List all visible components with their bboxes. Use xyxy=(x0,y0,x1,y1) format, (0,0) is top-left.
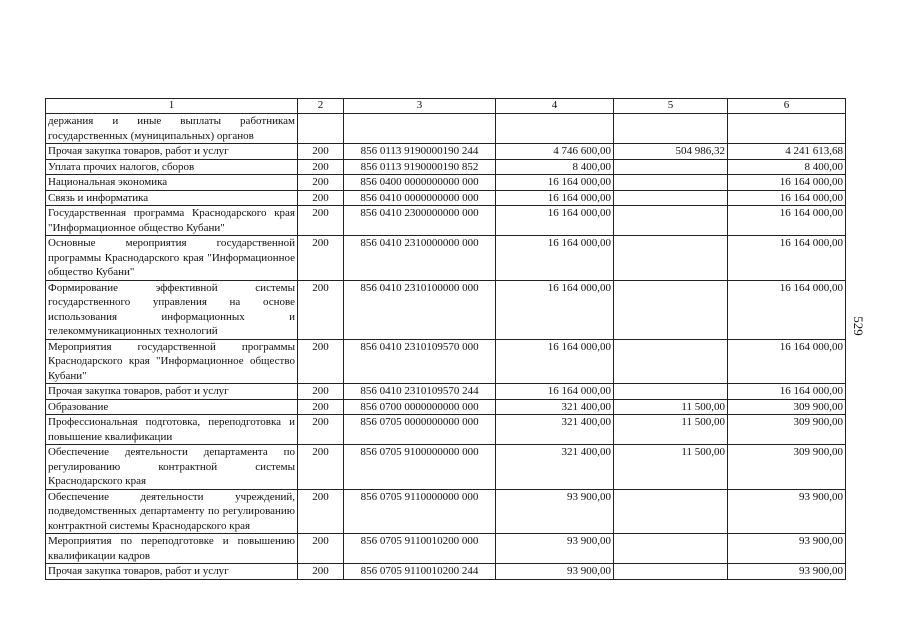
row-total-cell: 16 164 000,00 xyxy=(496,236,614,281)
row-name-cell: Формирование эффективной системы государственного управления на основе использования информационных и телекоммуникационных технологий xyxy=(46,280,298,339)
row-code-cell: 200 xyxy=(298,190,344,206)
row-code-cell: 200 xyxy=(298,339,344,384)
row-col5-cell xyxy=(614,206,728,236)
row-col5-cell xyxy=(614,489,728,534)
row-classification-cell: 856 0705 9110010200 000 xyxy=(344,534,496,564)
row-name-cell: Связь и информатика xyxy=(46,190,298,206)
row-name-cell: Прочая закупка товаров, работ и услуг xyxy=(46,564,298,580)
row-col6-cell: 16 164 000,00 xyxy=(728,384,846,400)
header-row xyxy=(46,99,846,114)
row-total-cell: 16 164 000,00 xyxy=(496,384,614,400)
row-col5-cell xyxy=(614,236,728,281)
table-row xyxy=(46,399,846,415)
table-row xyxy=(46,190,846,206)
table-row xyxy=(46,206,846,236)
budget-table xyxy=(45,98,846,580)
row-col5-cell xyxy=(614,175,728,191)
row-col6-cell: 16 164 000,00 xyxy=(728,236,846,281)
row-code-cell: 200 xyxy=(298,236,344,281)
column-header: 2 xyxy=(298,99,344,114)
table-row xyxy=(46,534,846,564)
column-header: 5 xyxy=(614,99,728,114)
row-name-cell: Мероприятия по переподготовке и повышению квалификации кадров xyxy=(46,534,298,564)
row-code-cell: 200 xyxy=(298,489,344,534)
row-total-cell: 16 164 000,00 xyxy=(496,280,614,339)
row-col6-cell: 8 400,00 xyxy=(728,159,846,175)
row-col6-cell: 309 900,00 xyxy=(728,415,846,445)
row-classification-cell: 856 0410 2310000000 000 xyxy=(344,236,496,281)
row-name-cell: Образование xyxy=(46,399,298,415)
row-classification-cell: 856 0113 9190000190 244 xyxy=(344,144,496,160)
row-name-cell: Прочая закупка товаров, работ и услуг xyxy=(46,144,298,160)
row-code-cell: 200 xyxy=(298,144,344,160)
page-number: 529 xyxy=(850,316,866,336)
table-row xyxy=(46,384,846,400)
row-col5-cell: 504 986,32 xyxy=(614,144,728,160)
row-classification-cell: 856 0705 9110000000 000 xyxy=(344,489,496,534)
row-col6-cell: 93 900,00 xyxy=(728,489,846,534)
row-col6-cell: 309 900,00 xyxy=(728,399,846,415)
row-col5-cell xyxy=(614,159,728,175)
row-total-cell: 93 900,00 xyxy=(496,534,614,564)
column-header: 4 xyxy=(496,99,614,114)
table-row xyxy=(46,564,846,580)
row-name-cell: Основные мероприятия государственной программы Краснодарского края "Информационное общество Кубани" xyxy=(46,236,298,281)
row-total-cell: 16 164 000,00 xyxy=(496,175,614,191)
row-total-cell: 321 400,00 xyxy=(496,399,614,415)
row-col6-cell: 16 164 000,00 xyxy=(728,206,846,236)
row-classification-cell: 856 0410 2310100000 000 xyxy=(344,280,496,339)
row-col6-cell: 16 164 000,00 xyxy=(728,175,846,191)
row-col6-cell: 16 164 000,00 xyxy=(728,339,846,384)
row-total-cell: 321 400,00 xyxy=(496,445,614,490)
column-header: 1 xyxy=(46,99,298,114)
row-name-cell: Мероприятия государственной программы Краснодарского края "Информационное общество Кубани" xyxy=(46,339,298,384)
row-col5-cell xyxy=(614,534,728,564)
row-name-cell: Уплата прочих налогов, сборов xyxy=(46,159,298,175)
table-row xyxy=(46,415,846,445)
row-code-cell: 200 xyxy=(298,159,344,175)
row-col6-cell xyxy=(728,114,846,144)
row-code-cell: 200 xyxy=(298,384,344,400)
row-classification-cell: 856 0410 0000000000 000 xyxy=(344,190,496,206)
row-col6-cell: 93 900,00 xyxy=(728,534,846,564)
row-name-cell: Прочая закупка товаров, работ и услуг xyxy=(46,384,298,400)
row-code-cell xyxy=(298,114,344,144)
table-row xyxy=(46,280,846,339)
row-name-cell: Государственная программа Краснодарского края "Информационное общество Кубани" xyxy=(46,206,298,236)
row-col5-cell xyxy=(614,564,728,580)
table-row xyxy=(46,445,846,490)
row-classification-cell: 856 0700 0000000000 000 xyxy=(344,399,496,415)
row-total-cell: 8 400,00 xyxy=(496,159,614,175)
row-code-cell: 200 xyxy=(298,399,344,415)
table-row xyxy=(46,144,846,160)
row-total-cell: 321 400,00 xyxy=(496,415,614,445)
row-code-cell: 200 xyxy=(298,445,344,490)
row-classification-cell: 856 0410 2310109570 244 xyxy=(344,384,496,400)
row-col5-cell: 11 500,00 xyxy=(614,415,728,445)
row-code-cell: 200 xyxy=(298,564,344,580)
row-col6-cell: 93 900,00 xyxy=(728,564,846,580)
row-name-cell: Профессиональная подготовка, переподготовка и повышение квалификации xyxy=(46,415,298,445)
row-col6-cell: 16 164 000,00 xyxy=(728,190,846,206)
row-col5-cell: 11 500,00 xyxy=(614,399,728,415)
row-col6-cell: 16 164 000,00 xyxy=(728,280,846,339)
table-row xyxy=(46,159,846,175)
row-code-cell: 200 xyxy=(298,415,344,445)
row-col5-cell xyxy=(614,384,728,400)
row-code-cell: 200 xyxy=(298,534,344,564)
row-classification-cell: 856 0113 9190000190 852 xyxy=(344,159,496,175)
row-total-cell: 93 900,00 xyxy=(496,564,614,580)
row-classification-cell xyxy=(344,114,496,144)
row-classification-cell: 856 0410 2300000000 000 xyxy=(344,206,496,236)
row-total-cell: 16 164 000,00 xyxy=(496,206,614,236)
row-col5-cell xyxy=(614,114,728,144)
column-header: 6 xyxy=(728,99,846,114)
table-row xyxy=(46,339,846,384)
table-row xyxy=(46,175,846,191)
row-col5-cell: 11 500,00 xyxy=(614,445,728,490)
row-classification-cell: 856 0705 9110010200 244 xyxy=(344,564,496,580)
row-total-cell: 93 900,00 xyxy=(496,489,614,534)
row-total-cell xyxy=(496,114,614,144)
row-total-cell: 16 164 000,00 xyxy=(496,190,614,206)
row-code-cell: 200 xyxy=(298,175,344,191)
row-name-cell: Национальная экономика xyxy=(46,175,298,191)
row-name-cell: Обеспечение деятельности учреждений, подведомственных департаменту по регулированию контрактной системы Краснодарского края xyxy=(46,489,298,534)
row-col5-cell xyxy=(614,280,728,339)
row-classification-cell: 856 0410 2310109570 000 xyxy=(344,339,496,384)
row-name-cell: держания и иные выплаты работникам государственных (муниципальных) органов xyxy=(46,114,298,144)
row-col6-cell: 309 900,00 xyxy=(728,445,846,490)
row-total-cell: 16 164 000,00 xyxy=(496,339,614,384)
row-classification-cell: 856 0400 0000000000 000 xyxy=(344,175,496,191)
column-header: 3 xyxy=(344,99,496,114)
row-col5-cell xyxy=(614,190,728,206)
row-code-cell: 200 xyxy=(298,206,344,236)
row-classification-cell: 856 0705 0000000000 000 xyxy=(344,415,496,445)
table-row xyxy=(46,489,846,534)
row-total-cell: 4 746 600,00 xyxy=(496,144,614,160)
row-classification-cell: 856 0705 9100000000 000 xyxy=(344,445,496,490)
table-row xyxy=(46,236,846,281)
table-row xyxy=(46,114,846,144)
row-col5-cell xyxy=(614,339,728,384)
row-col6-cell: 4 241 613,68 xyxy=(728,144,846,160)
row-code-cell: 200 xyxy=(298,280,344,339)
row-name-cell: Обеспечение деятельности департамента по регулированию контрактной системы Краснодарского края xyxy=(46,445,298,490)
